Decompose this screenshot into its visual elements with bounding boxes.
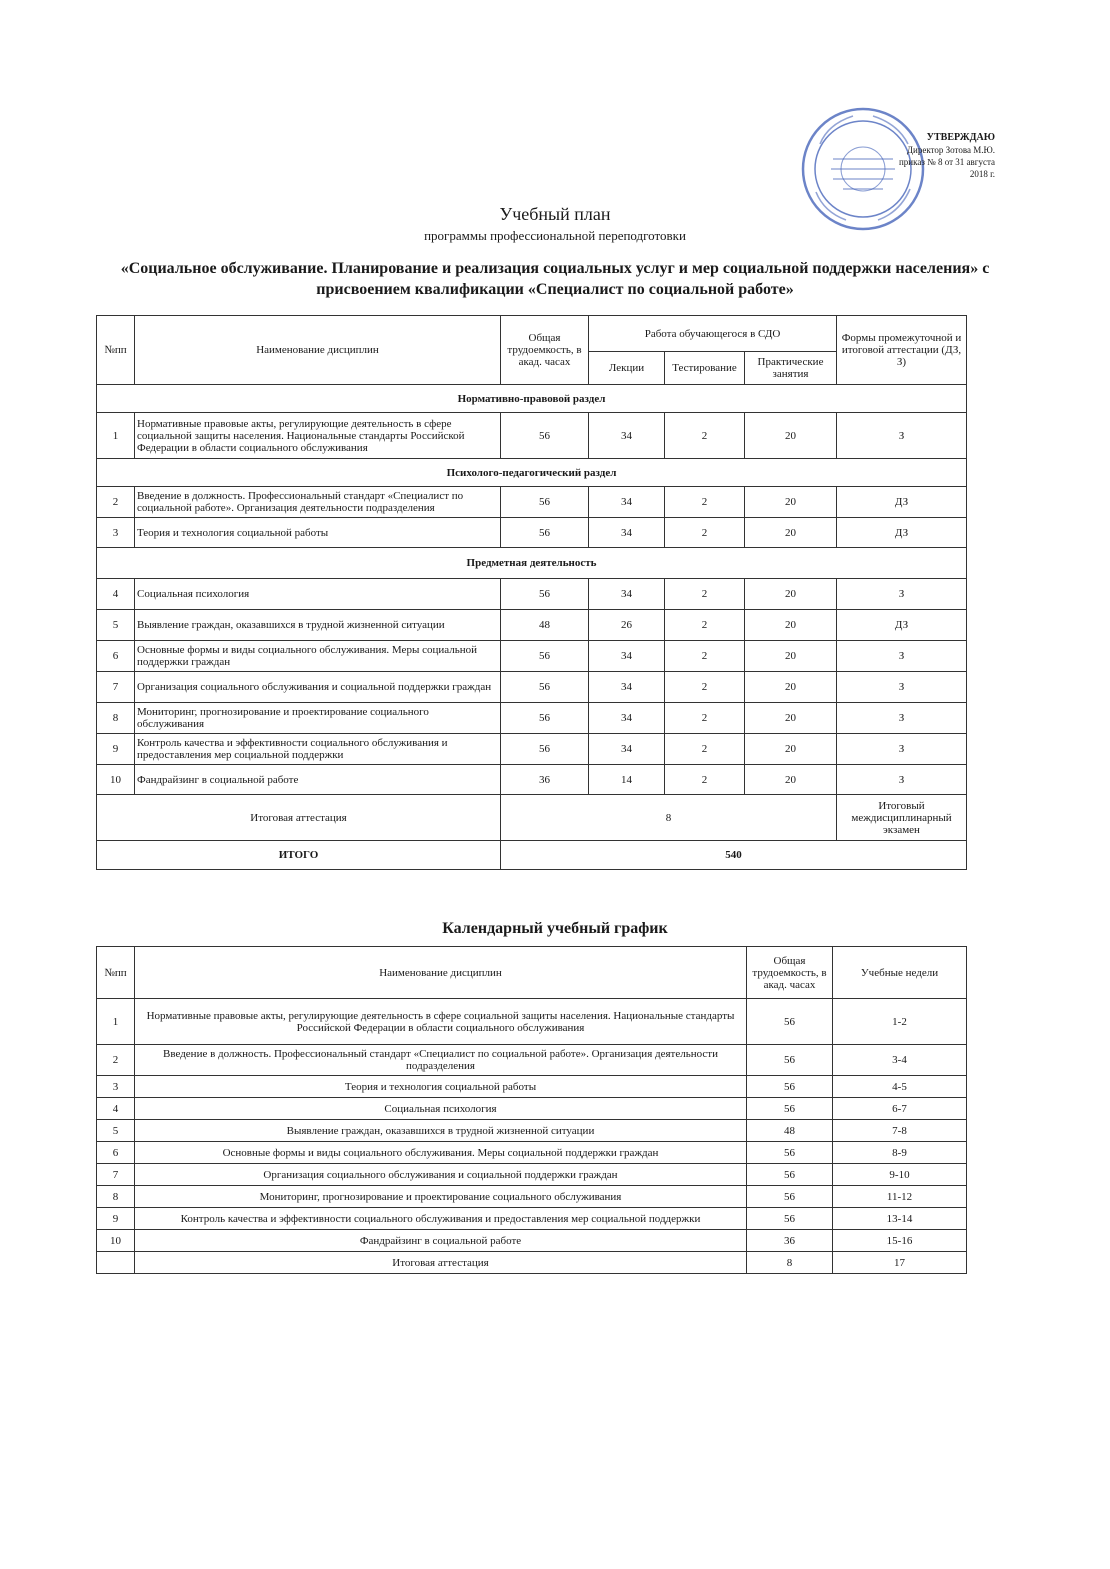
row-total: 56 [747, 1045, 833, 1076]
row-name: Организация социального обслуживания и социальной поддержки граждан [135, 672, 501, 703]
table-row [97, 579, 967, 610]
row-num: 10 [97, 765, 135, 795]
row-total: 56 [747, 1076, 833, 1098]
row-testing: 2 [665, 703, 745, 734]
table-row [97, 765, 967, 795]
row-practice: 20 [745, 487, 837, 518]
table-row [97, 487, 967, 518]
row-name: Теория и технология социальной работы [135, 1076, 747, 1098]
row-form: З [837, 579, 967, 610]
row-name: Контроль качества и эффективности социального обслуживания и предоставления мер социальной поддержки [135, 734, 501, 765]
row-practice: 20 [745, 672, 837, 703]
header-testing: Тестирование [665, 352, 745, 385]
row-num: 1 [97, 999, 135, 1045]
table-row [97, 703, 967, 734]
row-num: 7 [97, 672, 135, 703]
row-total: 56 [747, 1186, 833, 1208]
table-row [97, 1045, 967, 1076]
header-name: Наименование дисциплин [135, 947, 747, 999]
row-lectures: 34 [589, 703, 665, 734]
row-name: Введение в должность. Профессиональный стандарт «Специалист по социальной работе». Организация деятельности подразделения [135, 487, 501, 518]
total-hours: 540 [501, 841, 967, 870]
row-testing: 2 [665, 518, 745, 548]
row-name: Фандрайзинг в социальной работе [135, 765, 501, 795]
row-form: ДЗ [837, 487, 967, 518]
row-practice: 20 [745, 518, 837, 548]
row-num: 4 [97, 1098, 135, 1120]
header-num: №пп [97, 947, 135, 999]
row-testing: 2 [665, 672, 745, 703]
row-weeks: 1-2 [833, 999, 967, 1045]
row-testing: 2 [665, 487, 745, 518]
total-label: ИТОГО [97, 841, 501, 870]
row-total: 56 [501, 703, 589, 734]
row-form: З [837, 672, 967, 703]
header-num: №пп [97, 316, 135, 385]
row-name: Итоговая аттестация [135, 1252, 747, 1274]
row-testing: 2 [665, 734, 745, 765]
row-lectures: 14 [589, 765, 665, 795]
table-row [97, 999, 967, 1045]
row-total: 48 [747, 1120, 833, 1142]
row-name: Социальная психология [135, 579, 501, 610]
row-total: 56 [747, 1164, 833, 1186]
row-practice: 20 [745, 734, 837, 765]
row-num: 3 [97, 518, 135, 548]
header-weeks: Учебные недели [833, 947, 967, 999]
program-title: «Социальное обслуживание. Планирование и реализация социальных услуг и мер социальной поддержки населения» с присвоением квалификации «Специалист по социальной работе» [120, 260, 990, 298]
page-title: Учебный план [499, 204, 611, 224]
table-row [97, 518, 967, 548]
row-weeks: 9-10 [833, 1164, 967, 1186]
row-practice: 20 [745, 413, 837, 459]
header-total: Общая трудоемкость, в акад. часах [747, 947, 833, 999]
row-form: З [837, 734, 967, 765]
row-testing: 2 [665, 641, 745, 672]
row-name: Введение в должность. Профессиональный стандарт «Специалист по социальной работе». Организация деятельности подразделения [135, 1045, 747, 1076]
row-testing: 2 [665, 610, 745, 641]
row-weeks: 3-4 [833, 1045, 967, 1076]
row-name: Мониторинг, прогнозирование и проектирование социального обслуживания [135, 1186, 747, 1208]
row-weeks: 6-7 [833, 1098, 967, 1120]
row-practice: 20 [745, 610, 837, 641]
section-title: Психолого-педагогический раздел [97, 459, 967, 487]
approval-director: Директор Зотова М.Ю. [906, 145, 995, 155]
row-name: Мониторинг, прогнозирование и проектирование социального обслуживания [135, 703, 501, 734]
row-name: Основные формы и виды социального обслуживания. Меры социальной поддержки граждан [135, 641, 501, 672]
row-total: 56 [747, 1098, 833, 1120]
row-total: 56 [747, 1142, 833, 1164]
page-subtitle: программы профессиональной переподготовки [424, 228, 686, 243]
header-lectures: Лекции [589, 352, 665, 385]
table-row [97, 1142, 967, 1164]
row-num: 8 [97, 703, 135, 734]
row-num: 8 [97, 1186, 135, 1208]
row-name: Нормативные правовые акты, регулирующие деятельность в сфере социальной защиты населения. Национальные стандарты Российской Федерации в области социального обслуживания [135, 413, 501, 459]
total-row [97, 841, 967, 870]
table-row [97, 734, 967, 765]
row-weeks: 8-9 [833, 1142, 967, 1164]
row-name: Основные формы и виды социального обслуживания. Меры социальной поддержки граждан [135, 1142, 747, 1164]
final-attestation-row [97, 795, 967, 841]
row-lectures: 34 [589, 579, 665, 610]
row-num: 3 [97, 1076, 135, 1098]
row-num: 9 [97, 1208, 135, 1230]
table-row [97, 641, 967, 672]
table-row [97, 1230, 967, 1252]
table-row [97, 1164, 967, 1186]
row-weeks: 11-12 [833, 1186, 967, 1208]
row-form: З [837, 413, 967, 459]
section-title: Нормативно-правовой раздел [97, 385, 967, 413]
approval-order: приказ № 8 от 31 августа 2018 г. [898, 157, 995, 179]
final-form: Итоговый междисциплинарный экзамен [837, 795, 967, 841]
row-total: 56 [747, 999, 833, 1045]
row-weeks: 4-5 [833, 1076, 967, 1098]
row-testing: 2 [665, 579, 745, 610]
final-hours: 8 [501, 795, 837, 841]
row-num [97, 1252, 135, 1274]
row-num: 6 [97, 641, 135, 672]
row-name: Нормативные правовые акты, регулирующие деятельность в сфере социальной защиты населения. Национальные стандарты Российской Федерации в области социального обслуживания [135, 999, 747, 1045]
table-row [97, 413, 967, 459]
row-name: Выявление граждан, оказавшихся в трудной жизненной ситуации [135, 1120, 747, 1142]
schedule-title: Календарный учебный график [442, 920, 668, 937]
row-total: 56 [501, 641, 589, 672]
row-name: Социальная психология [135, 1098, 747, 1120]
row-weeks: 13-14 [833, 1208, 967, 1230]
row-name: Контроль качества и эффективности социального обслуживания и предоставления мер социальной поддержки [135, 1208, 747, 1230]
row-form: З [837, 765, 967, 795]
row-total: 48 [501, 610, 589, 641]
table-row [97, 672, 967, 703]
row-total: 56 [501, 413, 589, 459]
row-weeks: 15-16 [833, 1230, 967, 1252]
header-practice: Практические занятия [745, 352, 837, 385]
row-testing: 2 [665, 413, 745, 459]
row-form: З [837, 641, 967, 672]
final-label: Итоговая аттестация [97, 795, 501, 841]
row-name: Организация социального обслуживания и социальной поддержки граждан [135, 1164, 747, 1186]
row-total: 56 [501, 734, 589, 765]
row-num: 7 [97, 1164, 135, 1186]
approval-title: УТВЕРЖДАЮ [926, 132, 995, 143]
row-name: Теория и технология социальной работы [135, 518, 501, 548]
row-lectures: 34 [589, 518, 665, 548]
table-row [97, 1186, 967, 1208]
table-row [97, 1252, 967, 1274]
row-form: З [837, 703, 967, 734]
schedule-table [96, 946, 967, 1274]
row-lectures: 26 [589, 610, 665, 641]
row-lectures: 34 [589, 487, 665, 518]
row-weeks: 7-8 [833, 1120, 967, 1142]
row-num: 9 [97, 734, 135, 765]
row-practice: 20 [745, 703, 837, 734]
row-num: 2 [97, 1045, 135, 1076]
table-row [97, 1120, 967, 1142]
row-name: Фандрайзинг в социальной работе [135, 1230, 747, 1252]
row-practice: 20 [745, 765, 837, 795]
row-total: 36 [501, 765, 589, 795]
approval-block [895, 132, 995, 180]
row-total: 56 [501, 487, 589, 518]
row-lectures: 34 [589, 672, 665, 703]
row-total: 8 [747, 1252, 833, 1274]
header-total: Общая трудоемкость, в акад. часах [501, 316, 589, 385]
row-lectures: 34 [589, 413, 665, 459]
curriculum-table [96, 315, 967, 870]
row-total: 56 [747, 1208, 833, 1230]
row-num: 5 [97, 610, 135, 641]
section-title: Предметная деятельность [97, 548, 967, 579]
row-total: 36 [747, 1230, 833, 1252]
table-row [97, 1098, 967, 1120]
table-row [97, 610, 967, 641]
row-lectures: 34 [589, 734, 665, 765]
row-name: Выявление граждан, оказавшихся в трудной жизненной ситуации [135, 610, 501, 641]
row-num: 6 [97, 1142, 135, 1164]
row-practice: 20 [745, 641, 837, 672]
row-lectures: 34 [589, 641, 665, 672]
row-num: 10 [97, 1230, 135, 1252]
row-total: 56 [501, 518, 589, 548]
row-total: 56 [501, 672, 589, 703]
table-row [97, 1076, 967, 1098]
row-total: 56 [501, 579, 589, 610]
row-num: 1 [97, 413, 135, 459]
row-form: ДЗ [837, 518, 967, 548]
header-name: Наименование дисциплин [135, 316, 501, 385]
row-form: ДЗ [837, 610, 967, 641]
row-practice: 20 [745, 579, 837, 610]
header-work: Работа обучающегося в СДО [589, 316, 837, 352]
row-num: 2 [97, 487, 135, 518]
table-row [97, 1208, 967, 1230]
row-num: 5 [97, 1120, 135, 1142]
row-weeks: 17 [833, 1252, 967, 1274]
row-testing: 2 [665, 765, 745, 795]
row-num: 4 [97, 579, 135, 610]
header-forms: Формы промежуточной и итоговой аттестации (ДЗ, З) [837, 316, 967, 385]
